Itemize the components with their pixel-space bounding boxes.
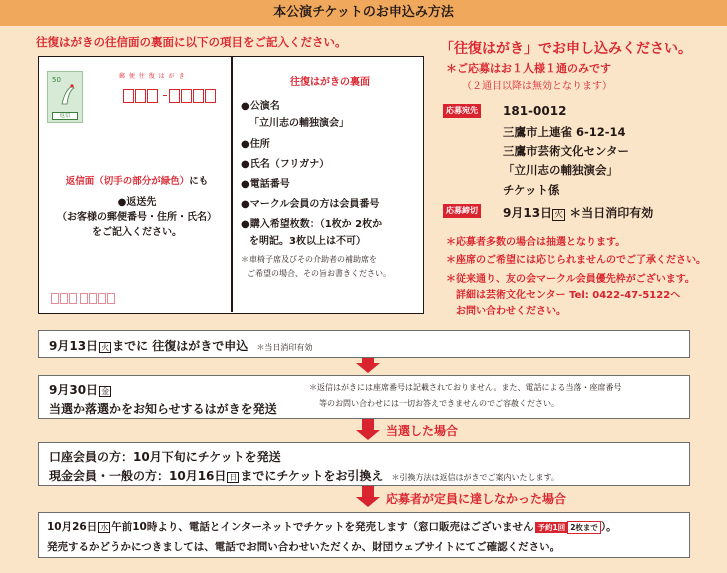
return-side-instruction: 返信面（切手の部分が緑色）にも xyxy=(65,176,209,187)
lottery-note: ＊応募者多数の場合は抽選となります。 xyxy=(446,237,626,248)
down-arrow-icon xyxy=(356,497,380,507)
step-general-sale xyxy=(38,512,690,558)
wheelchair-note-2: ご希望の場合、その旨お書きください。 xyxy=(247,269,391,278)
step-ticket xyxy=(38,442,690,486)
step-general-sale-line1: 10月26日 水 午前10時より、電話とインターネットでチケットを発売します（窓口販売はございません 予約1回 2枚まで ）。 xyxy=(47,521,617,533)
wheelchair-note: ＊車椅子席及びその介助者の補助席を xyxy=(241,255,377,264)
address-postal-code: 181-0012 xyxy=(503,104,567,118)
step-apply-text: 9月13日 火 までに 往復はがきで申込 ＊当日消印有効 xyxy=(49,339,313,353)
step-notify-note-2: 等のお問い合わせには一切お答えできませんのでご容赦ください。 xyxy=(319,399,559,408)
postcard-divider xyxy=(231,57,233,312)
crane-icon xyxy=(58,82,76,106)
postcode-box xyxy=(169,89,180,103)
item-performance-name: ●公演名 xyxy=(241,101,280,112)
apply-limit-note: ＊ご応募はお１人様１通のみです xyxy=(446,62,611,75)
contact-note: 詳細は芸術文化センター Tel: 0422-47-5122へ xyxy=(456,290,681,301)
step-notify-note: ＊返信はがきには座席番号は記載されておりません。また、電話による当落・座席番号 xyxy=(309,383,622,392)
stamp-value: 50 xyxy=(52,76,61,84)
sender-postcode-box xyxy=(60,293,68,304)
step-notify-date: 9月30日 金 xyxy=(49,383,110,397)
step-notify-text: 当選か落選かをお知らせするはがきを発送 xyxy=(49,402,277,416)
postcode-box xyxy=(205,89,216,103)
back-side-title: 往復はがきの裏面 xyxy=(290,77,370,88)
item-address: ●住所 xyxy=(241,139,270,150)
stamp-label: 返信 xyxy=(52,112,78,120)
seat-note: ＊座席のご希望には応じられませんのでご了承ください。 xyxy=(446,255,706,266)
postcode-dash xyxy=(163,95,167,96)
apply-limit-detail: （２通目以降は無効となります） xyxy=(462,81,612,92)
step-ticket-line1: 口座会員の方：10月下旬にチケットを発送 xyxy=(49,450,281,464)
sender-postcode-box xyxy=(107,293,115,304)
address-line: チケット係 xyxy=(503,183,560,197)
sender-postcode-box xyxy=(98,293,106,304)
contact-note-2: お問い合わせください。 xyxy=(456,306,566,317)
step-notify xyxy=(38,375,690,419)
deadline-tag: 応募締切 xyxy=(443,204,481,218)
step-general-sale-line2: 発売するかどうかにつきましては、電話でお問い合わせいただくか、財団ウェブサイトにてご確認ください。 xyxy=(47,541,561,553)
undersubscribed-label: 応募者が定員に達しなかった場合 xyxy=(386,492,567,506)
item-name: ●氏名（フリガナ） xyxy=(241,159,330,170)
page-header: 本公演チケットのお申込み方法 xyxy=(0,0,727,26)
address-tag: 応募宛先 xyxy=(443,104,481,118)
step-apply xyxy=(38,330,690,358)
postcard-illustration xyxy=(38,56,424,314)
intro-text: 往復はがきの往信面の裏面に以下の項目をご記入ください。 xyxy=(36,35,347,49)
item-member-number: ●マークル会員の方は会員番号 xyxy=(241,199,380,210)
return-address-instruction: をご記入ください。 xyxy=(92,227,182,238)
postcode-box xyxy=(193,89,204,103)
postcode-box xyxy=(147,89,158,103)
sender-postcode-box xyxy=(69,293,77,304)
member-note: ＊従来通り、友の会マークル会員優先枠がございます。 xyxy=(446,274,695,285)
postcard-heading: 郵 便 往 復 は が き xyxy=(119,73,186,80)
address-line: 「立川志の輔独演会」 xyxy=(503,163,618,177)
deadline: 9月13日 火 ＊当日消印有効 xyxy=(503,206,654,220)
postcode-box xyxy=(123,89,134,103)
down-arrow-icon xyxy=(356,430,380,440)
item-performance-title: 「立川志の輔独演会」 xyxy=(249,118,349,129)
address-line: 三鷹市上連雀 6-12-14 xyxy=(503,125,626,139)
address-line: 三鷹市芸術文化センター xyxy=(503,144,630,158)
sender-postcode-box xyxy=(80,293,88,304)
sender-postcode-box xyxy=(51,293,59,304)
apply-title: 「往復はがき」でお申し込みください。 xyxy=(440,41,692,57)
sender-postcode-box xyxy=(89,293,97,304)
step-ticket-line2: 現金会員・一般の方：10月16日 日 までにチケットをお引換え ＊引換方法は返信はがきでご案内いたします。 xyxy=(49,469,559,483)
postcode-box xyxy=(135,89,146,103)
winner-label: 当選した場合 xyxy=(386,424,459,438)
item-phone: ●電話番号 xyxy=(241,179,290,190)
stamp-icon xyxy=(47,71,83,123)
item-ticket-count: ●購入希望枚数：（1枚か 2枚か xyxy=(241,219,383,230)
item-ticket-count-note: を明記。3枚以上は不可） xyxy=(249,236,366,247)
down-arrow-icon xyxy=(356,363,380,373)
return-address-detail: （お客様の郵便番号・住所・氏名） xyxy=(57,212,217,223)
postcode-box xyxy=(181,89,192,103)
return-address-heading: ●返送先 xyxy=(117,197,157,208)
